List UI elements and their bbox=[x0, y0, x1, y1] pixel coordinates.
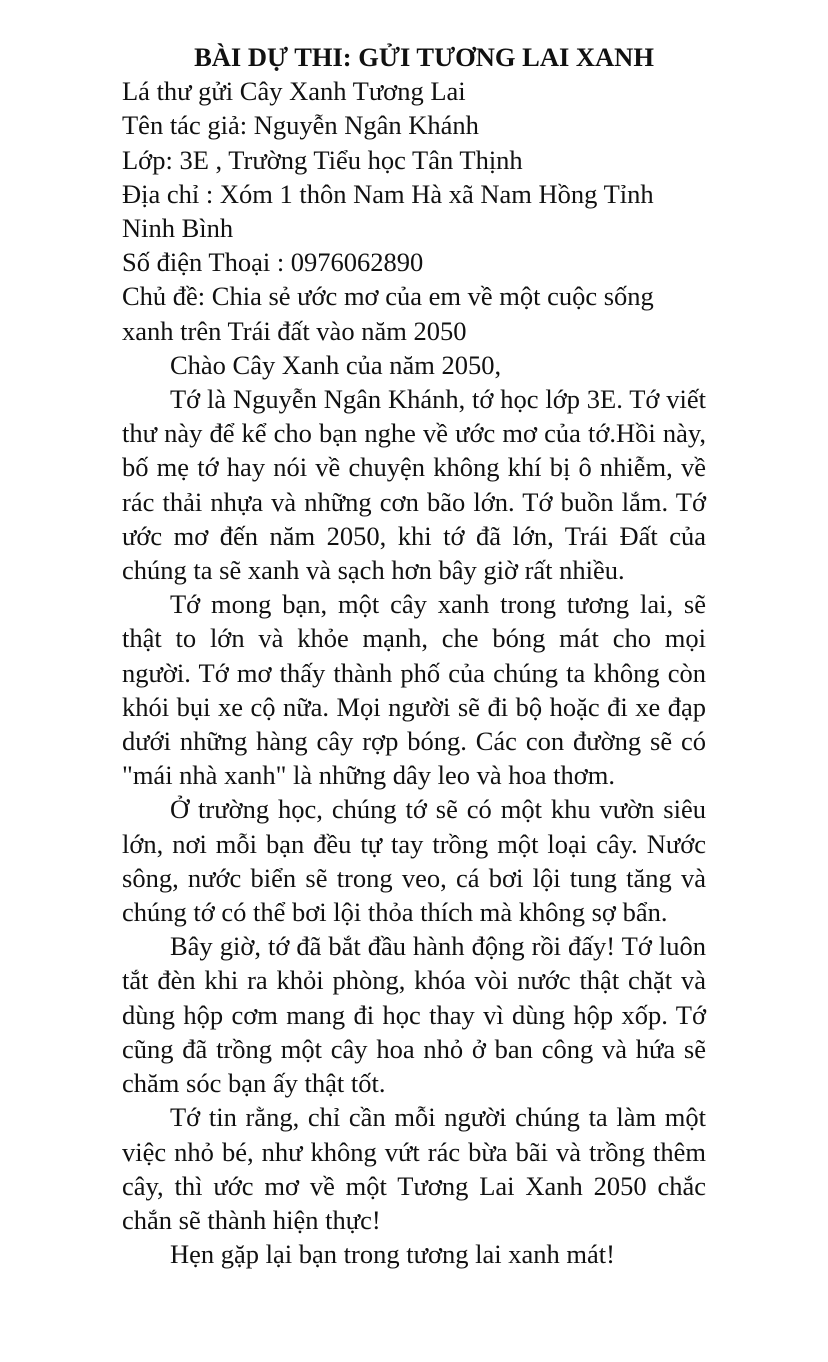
author-line: Tên tác giả: Nguyễn Ngân Khánh bbox=[122, 110, 479, 141]
body-paragraph: Ở trường học, chúng tớ sẽ có một khu vườn siêu lớn, nơi mỗi bạn đều tự tay trồng một loại cây. Nước sông, nước biển sẽ trong veo, cá bơi lội tung tăng và chúng tớ có thể bơi lội thỏa thích mà không sợ bẩn. bbox=[122, 794, 706, 928]
class-school-line: Lớp: 3E , Trường Tiểu học Tân Thịnh bbox=[122, 144, 523, 175]
topic-line: Chủ đề: Chia sẻ ước mơ của em về một cuộc sống xanh trên Trái đất vào năm 2050 bbox=[122, 281, 654, 346]
document-title: BÀI DỰ THI: GỬI TƯƠNG LAI XANH bbox=[194, 42, 654, 72]
body-paragraph: Tớ mong bạn, một cây xanh trong tương lai, sẽ thật to lớn và khỏe mạnh, che bóng mát cho mọi người. Tớ mơ thấy thành phố của chúng ta không còn khói bụi xe cộ nữa. Mọi người sẽ đi bộ hoặc đi xe đạp dưới những hàng cây rợp bóng. Các con đường sẽ có "mái nhà xanh" là những dây leo và hoa thơm. bbox=[122, 589, 706, 791]
body-paragraph: Tớ là Nguyễn Ngân Khánh, tớ học lớp 3E. Tớ viết thư này để kể cho bạn nghe về ước mơ của tớ.Hồi này, bố mẹ tớ hay nói về chuyện không khí bị ô nhiễm, về rác thải nhựa và những cơn bão lớn. Tớ buồn lắm. Tớ ước mơ đến năm 2050, khi tớ đã lớn, Trái Đất của chúng ta sẽ xanh và sạch hơn bây giờ rất nhiều. bbox=[122, 384, 706, 586]
letter-document bbox=[122, 40, 706, 1271]
address-line: Địa chỉ : Xóm 1 thôn Nam Hà xã Nam Hồng Tỉnh Ninh Bình bbox=[122, 178, 654, 244]
closing-paragraph: Hẹn gặp lại bạn trong tương lai xanh mát! bbox=[170, 1239, 615, 1270]
body-paragraph: Tớ tin rằng, chỉ cần mỗi người chúng ta làm một việc nhỏ bé, như không vứt rác bừa bãi và trồng thêm cây, thì ước mơ về một Tương Lai Xanh 2050 chắc chắn sẽ thành hiện thực! bbox=[122, 1102, 706, 1235]
body-paragraph: Bây giờ, tớ đã bắt đầu hành động rồi đấy! Tớ luôn tắt đèn khi ra khỏi phòng, khóa vòi nước thật chặt và dùng hộp cơm mang đi học thay vì dùng hộp xốp. Tớ cũng đã trồng một cây hoa nhỏ ở ban công và hứa sẽ chăm sóc bạn ấy thật tốt. bbox=[122, 931, 706, 1099]
greeting-paragraph: Chào Cây Xanh của năm 2050, bbox=[170, 349, 502, 380]
phone-line: Số điện Thoại : 0976062890 bbox=[122, 247, 424, 278]
letter-subtitle: Lá thư gửi Cây Xanh Tương Lai bbox=[122, 76, 466, 107]
